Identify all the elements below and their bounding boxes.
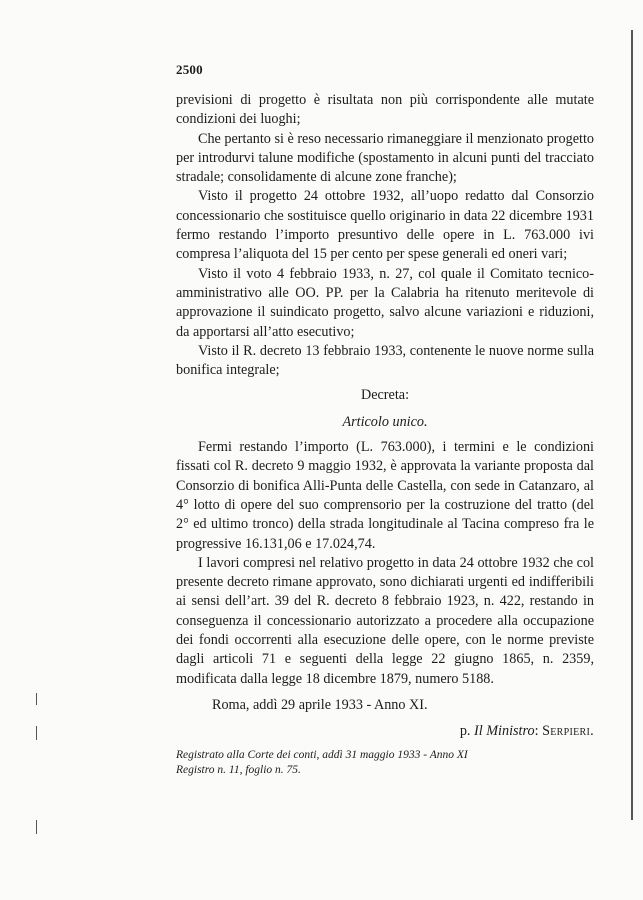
- page-number: 2500: [176, 62, 203, 77]
- paragraph-continued: previsioni di progetto è risultata non più corrispondente alle mutate condizioni dei luoghi;: [176, 92, 594, 128]
- paragraph: Visto il voto 4 febbraio 1933, n. 27, col quale il Comitato tecnico-amministrativo alle OO. PP. per la Calabria ha ritenuto meritevole di approvazione il suindicato progetto, salvo alcune variazioni e riduzioni, da apportarsi all’atto esecutivo;: [176, 265, 594, 340]
- decree-heading: Decreta:: [360, 387, 410, 404]
- signature-prefix: p.: [459, 723, 475, 740]
- article-heading: Articolo unico.: [342, 413, 428, 430]
- registry-line: Registro n. 11, foglio n. 75.: [176, 763, 301, 776]
- article-paragraph: Fermi restando l’importo (L. 763.000), i termini e le condizioni fissati col R. decreto 9 maggio 1932, è approvata la variante proposta dal Consorzio di bonifica Alli-Punta delle Castella, con sede in Catanzaro, al 4° lotto di opere del suo comprensorio per la costruzione del tratto (del 2° ed ultimo tronco) della strada longitudinale al Tacina compreso fra le progressive 16.131,06 e 17.024,74.: [176, 439, 594, 552]
- margin-mark: [36, 820, 37, 834]
- margin-mark: [36, 726, 37, 740]
- place-date: Roma, addì 29 aprile 1933 - Anno XI.: [212, 696, 428, 713]
- signature-colon: :: [534, 723, 543, 740]
- paragraph: Che pertanto si è reso necessario rimaneggiare il menzionato progetto per introdurvi talune modifiche (spostamento in alcuni punti del tracciato stradale; consolidamente di alcune zone franche);: [176, 130, 594, 186]
- registry-line: Registrato alla Corte dei conti, addì 31 maggio 1933 - Anno XI: [176, 748, 468, 761]
- article-paragraph: I lavori compresi nel relativo progetto in data 24 ottobre 1932 che col presente decreto rimane approvato, sono dichiarati urgenti ed indifferibili ai sensi dell’art. 39 del R. decreto 8 febbraio 1923, n. 422, restando in conseguenza il concessionario autorizzato a procedere alla occupazione dei fondi occorrenti alla esecuzione delle opere, con le norme previste dagli articoli 71 e seguenti della legge 22 giugno 1865, n. 2359, modificata dalla legge 18 dicembre 1879, numero 5188.: [176, 554, 594, 687]
- margin-mark: [36, 693, 37, 705]
- signature: [176, 722, 594, 741]
- signature-role: Il Ministro: [474, 723, 535, 740]
- paragraph: Visto il progetto 24 ottobre 1932, all’uopo redatto dal Consorzio concessionario che sostituisce quello originario in data 22 dicembre 1931 fermo restando l’importo presuntivo delle opere in L. 763.000 ivi compresa l’aliquota del 15 per cento per spese generali ed oneri vari;: [176, 188, 594, 263]
- paragraph: Visto il R. decreto 13 febbraio 1933, contenente le nuove norme sulla bonifica integrale;: [176, 342, 594, 379]
- signature-name: Serpieri.: [542, 723, 594, 740]
- page-edge-line: [631, 30, 633, 820]
- decree-text: [176, 91, 594, 778]
- registry-note: [176, 748, 594, 778]
